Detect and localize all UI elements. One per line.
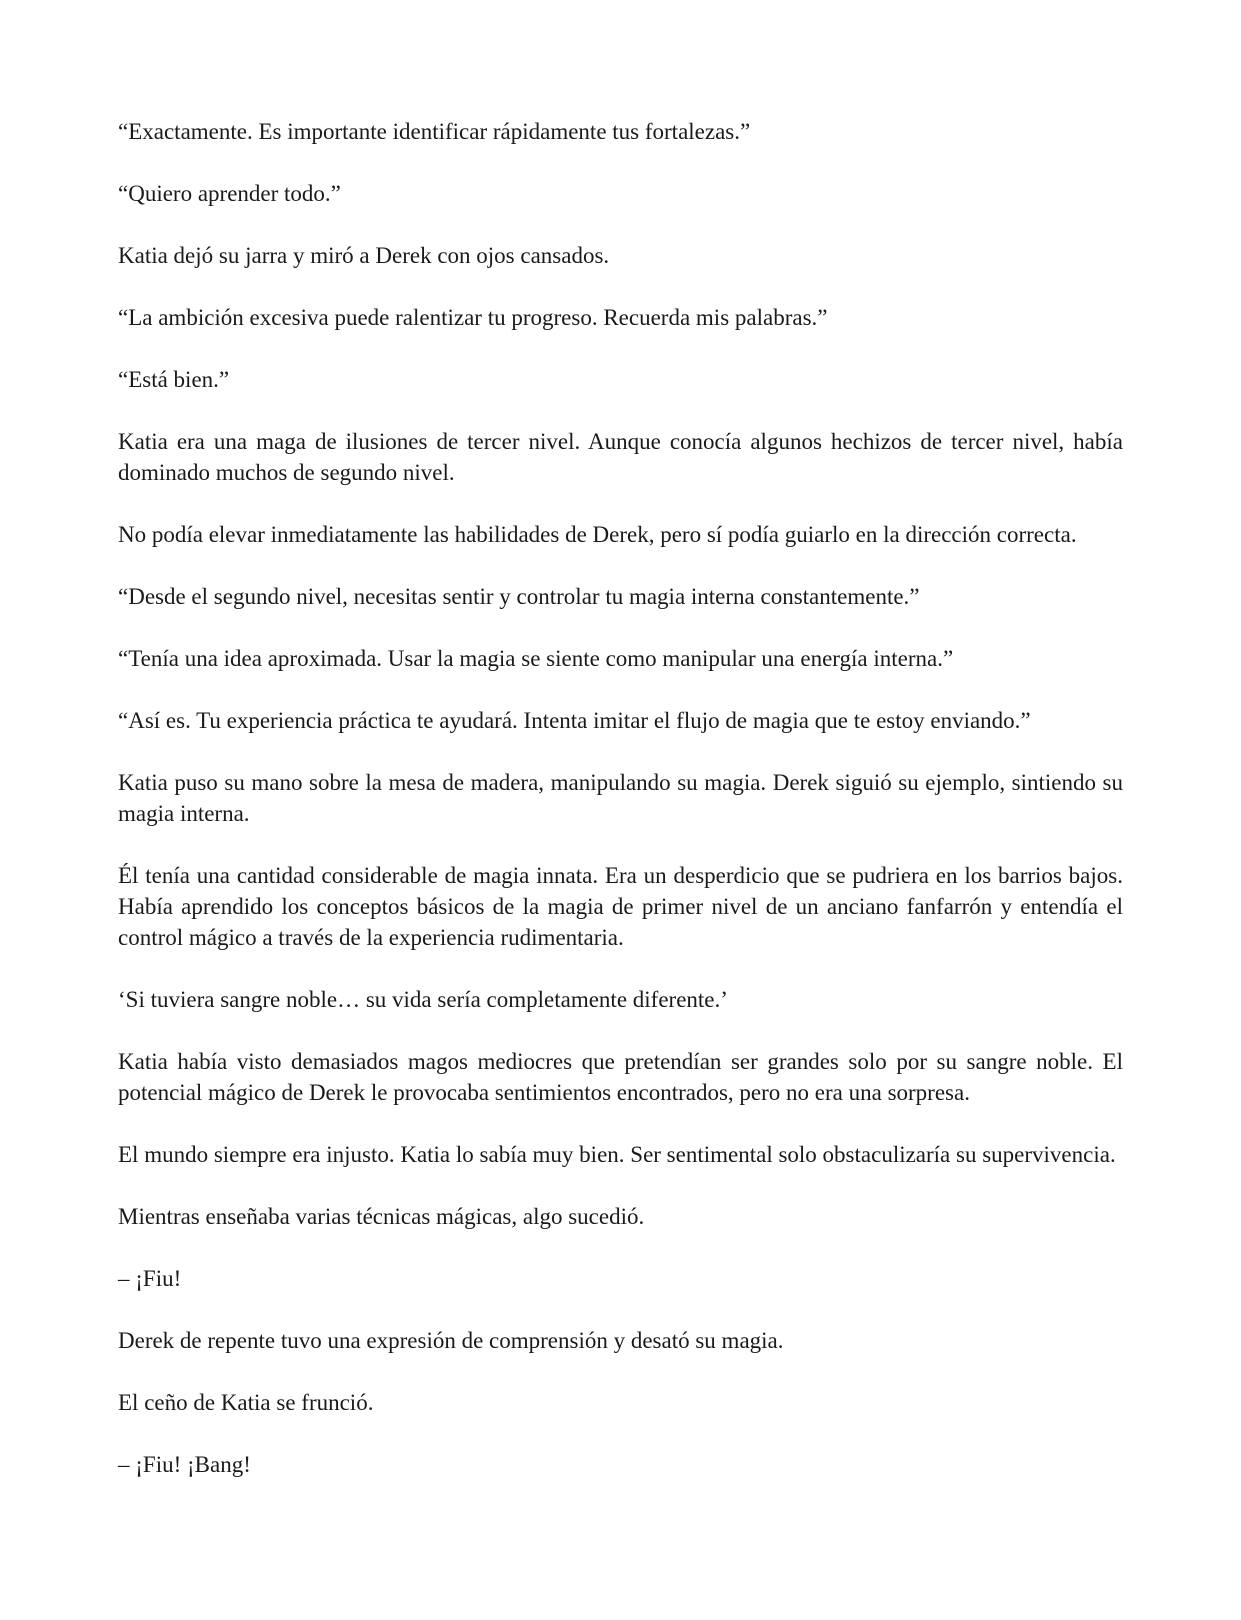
paragraph: No podía elevar inmediatamente las habilidades de Derek, pero sí podía guiarlo en la dirección correcta. <box>118 522 1077 547</box>
paragraph: Katia puso su mano sobre la mesa de madera, manipulando su magia. Derek siguió su ejemplo, sintiendo su magia interna. <box>118 770 1123 826</box>
paragraph: – ¡Fiu! ¡Bang! <box>118 1452 251 1477</box>
paragraph: Katia dejó su jarra y miró a Derek con ojos cansados. <box>118 243 610 268</box>
paragraph: “Así es. Tu experiencia práctica te ayudará. Intenta imitar el flujo de magia que te estoy enviando.” <box>118 708 1031 733</box>
paragraph: “La ambición excesiva puede ralentizar tu progreso. Recuerda mis palabras.” <box>118 305 828 330</box>
paragraph: “Está bien.” <box>118 367 230 392</box>
paragraph: “Exactamente. Es importante identificar rápidamente tus fortalezas.” <box>118 119 751 144</box>
paragraph: “Desde el segundo nivel, necesitas sentir y controlar tu magia interna constantemente.” <box>118 584 920 609</box>
paragraph: Katia era una maga de ilusiones de tercer nivel. Aunque conocía algunos hechizos de tercer nivel, había dominado muchos de segundo nivel. <box>118 429 1123 485</box>
paragraph: Derek de repente tuvo una expresión de comprensión y desató su magia. <box>118 1328 784 1353</box>
paragraph: ‘Si tuviera sangre noble… su vida sería completamente diferente.’ <box>118 987 728 1012</box>
paragraph: Mientras enseñaba varias técnicas mágicas, algo sucedió. <box>118 1204 645 1229</box>
paragraph: Él tenía una cantidad considerable de magia innata. Era un desperdicio que se pudriera en los barrios bajos. Había aprendido los conceptos básicos de la magia de primer nivel de un anciano fanfarrón y entendía el control mágico a través de la experiencia rudimentaria. <box>118 863 1123 950</box>
paragraph: Katia había visto demasiados magos mediocres que pretendían ser grandes solo por su sangre noble. El potencial mágico de Derek le provocaba sentimientos encontrados, pero no era una sorpresa. <box>118 1049 1123 1105</box>
paragraph: El ceño de Katia se frunció. <box>118 1390 374 1415</box>
paragraph: “Tenía una idea aproximada. Usar la magia se siente como manipular una energía interna.” <box>118 646 954 671</box>
document-body <box>118 116 1123 1480</box>
paragraph: “Quiero aprender todo.” <box>118 181 341 206</box>
paragraph: El mundo siempre era injusto. Katia lo sabía muy bien. Ser sentimental solo obstaculizaría su supervivencia. <box>118 1142 1116 1167</box>
paragraph: – ¡Fiu! <box>118 1266 182 1291</box>
